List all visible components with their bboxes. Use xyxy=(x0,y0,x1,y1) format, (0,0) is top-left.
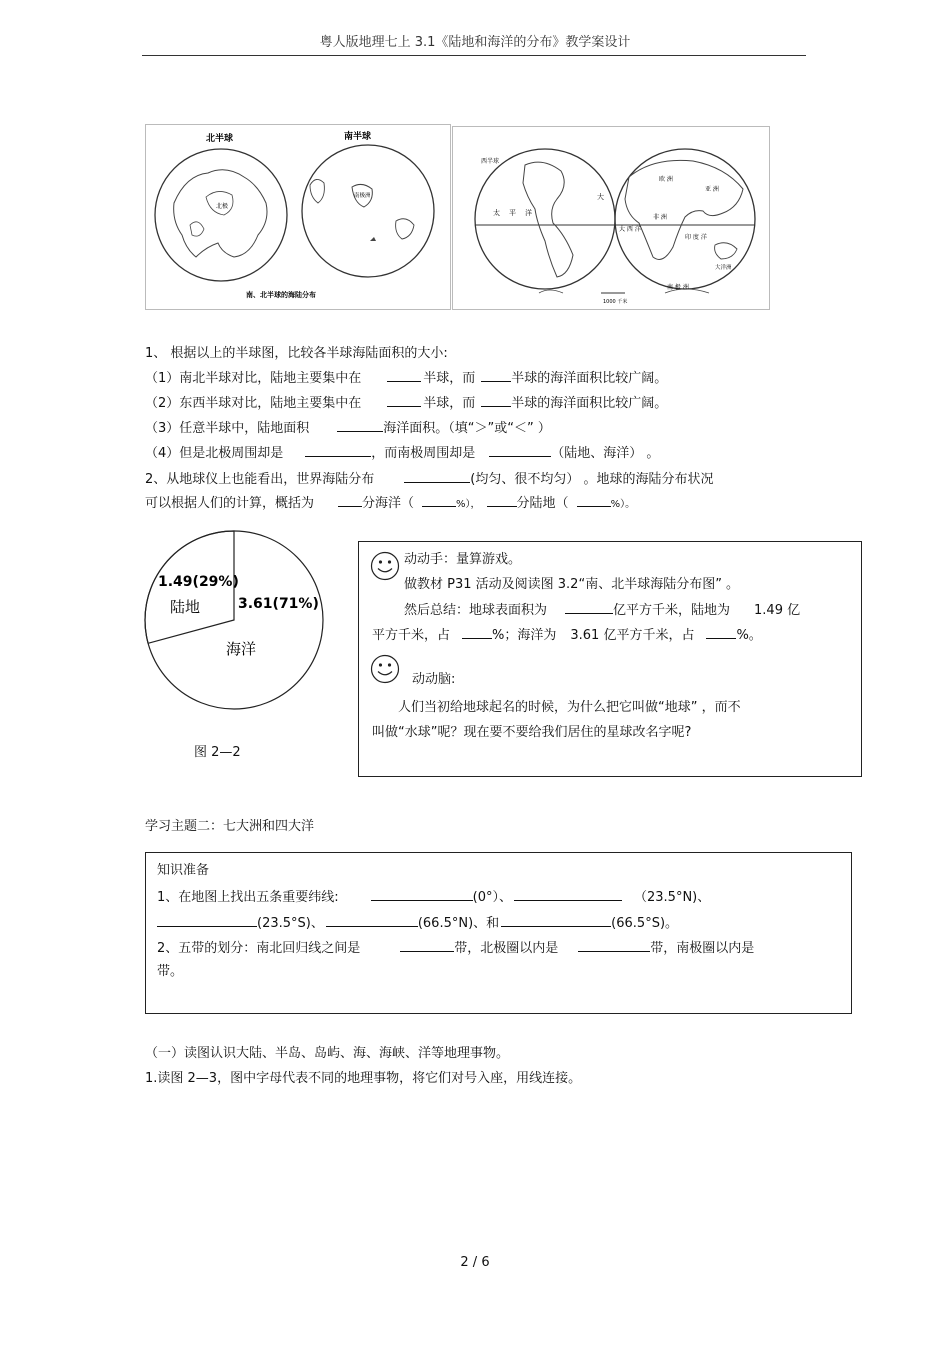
q1-item3-blank[interactable] xyxy=(337,419,383,432)
pie-ocean-value: 3.61(71%) xyxy=(238,596,319,612)
east-west-hemisphere-map xyxy=(452,126,770,310)
section-q1: 1.读图 2—3，图中字母代表不同的地理事物，将它们对号入座，用线连接。 xyxy=(145,1071,582,1086)
q1-intro: 1、 根据以上的半球图，比较各半球海陆面积的大小: xyxy=(145,346,448,361)
topic2-title: 学习主题二：七大洲和四大洋 xyxy=(145,819,315,834)
west-hemisphere-label: 西半球 xyxy=(481,158,500,165)
atlantic-label-west: 大 xyxy=(597,193,604,201)
q2-line2-text-b: 分海洋（ xyxy=(362,496,415,511)
activity-line2: 做教材 P31 活动及阅读图 3.2“南、北半球海陆分布图” 。 xyxy=(404,577,740,592)
q2-blank-ocean-share[interactable] xyxy=(338,494,362,507)
q2-blank-distribution[interactable] xyxy=(404,470,470,483)
q1-item2-text-b: 半球，而 xyxy=(423,396,476,411)
q2-line1-text: 2、从地球仪上也能看出，世界海陆分布 xyxy=(145,472,375,487)
q1-item1-text-b: 半球，而 xyxy=(423,371,476,386)
q1-item1-blank1[interactable] xyxy=(387,369,421,382)
q1-item3-text: （3）任意半球中，陆地面积 xyxy=(145,421,310,436)
activity-line3-text-c: 1.49 亿 xyxy=(754,603,801,618)
land-ocean-pie-chart xyxy=(140,522,340,722)
knowledge-title: 知识准备 xyxy=(157,863,210,878)
q2-blank-land-share[interactable] xyxy=(487,494,517,507)
knowledge-box xyxy=(145,852,852,1014)
q1-item4-text-c: （陆地、海洋） 。 xyxy=(551,446,660,461)
africa-label: 非 洲 xyxy=(653,214,667,221)
smiley-icon xyxy=(370,654,400,684)
q1-item2-text-c: 半球的海洋面积比较广阔。 xyxy=(511,396,668,411)
north-hemisphere-label: 北半球 xyxy=(206,134,234,144)
pie-ocean-label: 海洋 xyxy=(226,640,257,658)
hemisphere-caption: 南、北半球的海陆分布 xyxy=(246,291,316,299)
knowledge-line1-text: 1、在地图上找出五条重要纬线: xyxy=(157,890,339,905)
knowledge-line1 xyxy=(157,888,710,907)
blank-equator[interactable] xyxy=(371,888,473,901)
q2-blank-ocean-pct[interactable] xyxy=(422,494,456,507)
activity-line4 xyxy=(372,626,762,645)
europe-label: 欧 洲 xyxy=(659,176,673,183)
q1-item4-text: （4）但是北极周围却是 xyxy=(145,446,284,461)
knowledge-l1: (0°）、 xyxy=(472,890,512,905)
blank-arctic-circle[interactable] xyxy=(326,914,418,927)
antarctica-label: 南极洲 xyxy=(354,193,371,199)
q2-line1-text-b: (均匀、很不均匀） 。地球的海陆分布状况 xyxy=(470,472,714,487)
activity-line3 xyxy=(404,601,800,620)
activity-line4-text-b: %；海洋为 xyxy=(492,628,557,643)
knowledge-line3-text-c: 带，南极圈以内是 xyxy=(650,941,755,956)
knowledge-l4: (66.5°N)、和 xyxy=(417,916,500,931)
activity-line3-text-b: 亿平方千米，陆地为 xyxy=(613,603,731,618)
smiley-icon xyxy=(370,551,400,581)
q1-item1 xyxy=(145,369,667,388)
knowledge-l3: (23.5°S)、 xyxy=(257,916,324,931)
knowledge-line2 xyxy=(157,914,678,933)
pie-land-value: 1.49(29%) xyxy=(158,574,239,590)
north-south-hemisphere-map xyxy=(145,124,451,310)
activity-line3-text: 然后总结：地球表面积为 xyxy=(404,603,548,618)
scale-label: 1000 千米 xyxy=(603,299,628,305)
activity-line4-text-d: %。 xyxy=(736,628,762,643)
knowledge-l2: （23.5°N)、 xyxy=(634,890,711,905)
antarctica-east-label: 南 极 洲 xyxy=(667,284,689,291)
q2-line2-text-e: %）。 xyxy=(610,499,636,510)
pie-caption: 图 2—2 xyxy=(194,745,241,760)
activity-line6: 叫做“水球”呢？现在要不要给我们居住的星球改名字呢? xyxy=(372,725,692,740)
q1-item4 xyxy=(145,444,659,463)
asia-label: 亚 洲 xyxy=(705,186,719,193)
activity-blank-surface[interactable] xyxy=(565,601,613,614)
knowledge-line3-text-b: 带，北极圈以内是 xyxy=(454,941,559,956)
south-hemisphere-label: 南半球 xyxy=(344,132,372,142)
header-rule xyxy=(142,55,806,56)
q2-line2-text-d: 分陆地（ xyxy=(516,496,569,511)
pacific-label-3: 洋 xyxy=(525,209,532,217)
knowledge-line3 xyxy=(157,939,754,958)
knowledge-line3-text: 2、五带的划分：南北回归线之间是 xyxy=(157,941,361,956)
q1-item1-text: （1）南北半球对比，陆地主要集中在 xyxy=(145,371,362,386)
knowledge-l5: (66.5°S)。 xyxy=(611,916,679,931)
north-pole-label: 北极 xyxy=(216,203,229,210)
activity-title2: 动动脑: xyxy=(412,672,456,687)
section-title: （一）读图认识大陆、半岛、岛屿、海、海峡、洋等地理事物。 xyxy=(145,1046,510,1061)
q1-item3-text-b: 海洋面积。（填“＞”或“＜” ） xyxy=(383,421,551,436)
activity-line4-text-c: 3.61 亿平方千米，占 xyxy=(570,628,695,643)
indian-ocean-label: 印 度 洋 xyxy=(685,234,707,241)
blank-torrid-zone[interactable] xyxy=(400,939,454,952)
pacific-label-2: 平 xyxy=(509,209,516,217)
activity-line5: 人们当初给地球起名的时候，为什么把它叫做“地球” ，而不 xyxy=(398,700,741,715)
q1-item1-text-c: 半球的海洋面积比较广阔。 xyxy=(511,371,668,386)
q1-item1-blank2[interactable] xyxy=(481,369,511,382)
page-header: 粤人版地理七上 3.1《陆地和海洋的分布》教学案设计 xyxy=(319,35,631,50)
q1-item4-text-b: ，而南极周围却是 xyxy=(371,446,476,461)
q1-item2-blank2[interactable] xyxy=(481,394,511,407)
q2-line2-text-c: %）， xyxy=(456,499,481,510)
blank-north-frigid-zone[interactable] xyxy=(578,939,650,952)
q2-line2-text: 可以根据人们的计算，概括为 xyxy=(145,496,315,511)
blank-tropic-cancer[interactable] xyxy=(514,888,622,901)
q2-blank-land-pct[interactable] xyxy=(577,494,611,507)
activity-title1: 动动手：量算游戏。 xyxy=(404,552,522,567)
oceania-label: 大洋洲 xyxy=(715,265,732,271)
q1-item2-text: （2）东西半球对比，陆地主要集中在 xyxy=(145,396,362,411)
q1-item3 xyxy=(145,419,551,438)
blank-antarctic-circle[interactable] xyxy=(501,914,611,927)
q1-item2 xyxy=(145,394,667,413)
q2-line1 xyxy=(145,470,714,489)
activity-blank-land-pct[interactable] xyxy=(462,626,492,639)
activity-blank-ocean-pct[interactable] xyxy=(706,626,736,639)
knowledge-line4: 带。 xyxy=(157,964,184,979)
blank-tropic-capricorn[interactable] xyxy=(157,914,257,927)
q1-item4-blank1[interactable] xyxy=(305,444,371,457)
atlantic-label: 大 西 洋 xyxy=(619,226,641,233)
q1-item4-blank2[interactable] xyxy=(489,444,551,457)
page-number: 2 / 6 xyxy=(460,1255,490,1270)
pacific-label-1: 太 xyxy=(493,209,500,217)
activity-line4-text: 平方千米，占 xyxy=(372,628,451,643)
q2-line2 xyxy=(145,494,635,514)
pie-land-label: 陆地 xyxy=(170,598,201,616)
q1-item2-blank1[interactable] xyxy=(387,394,421,407)
